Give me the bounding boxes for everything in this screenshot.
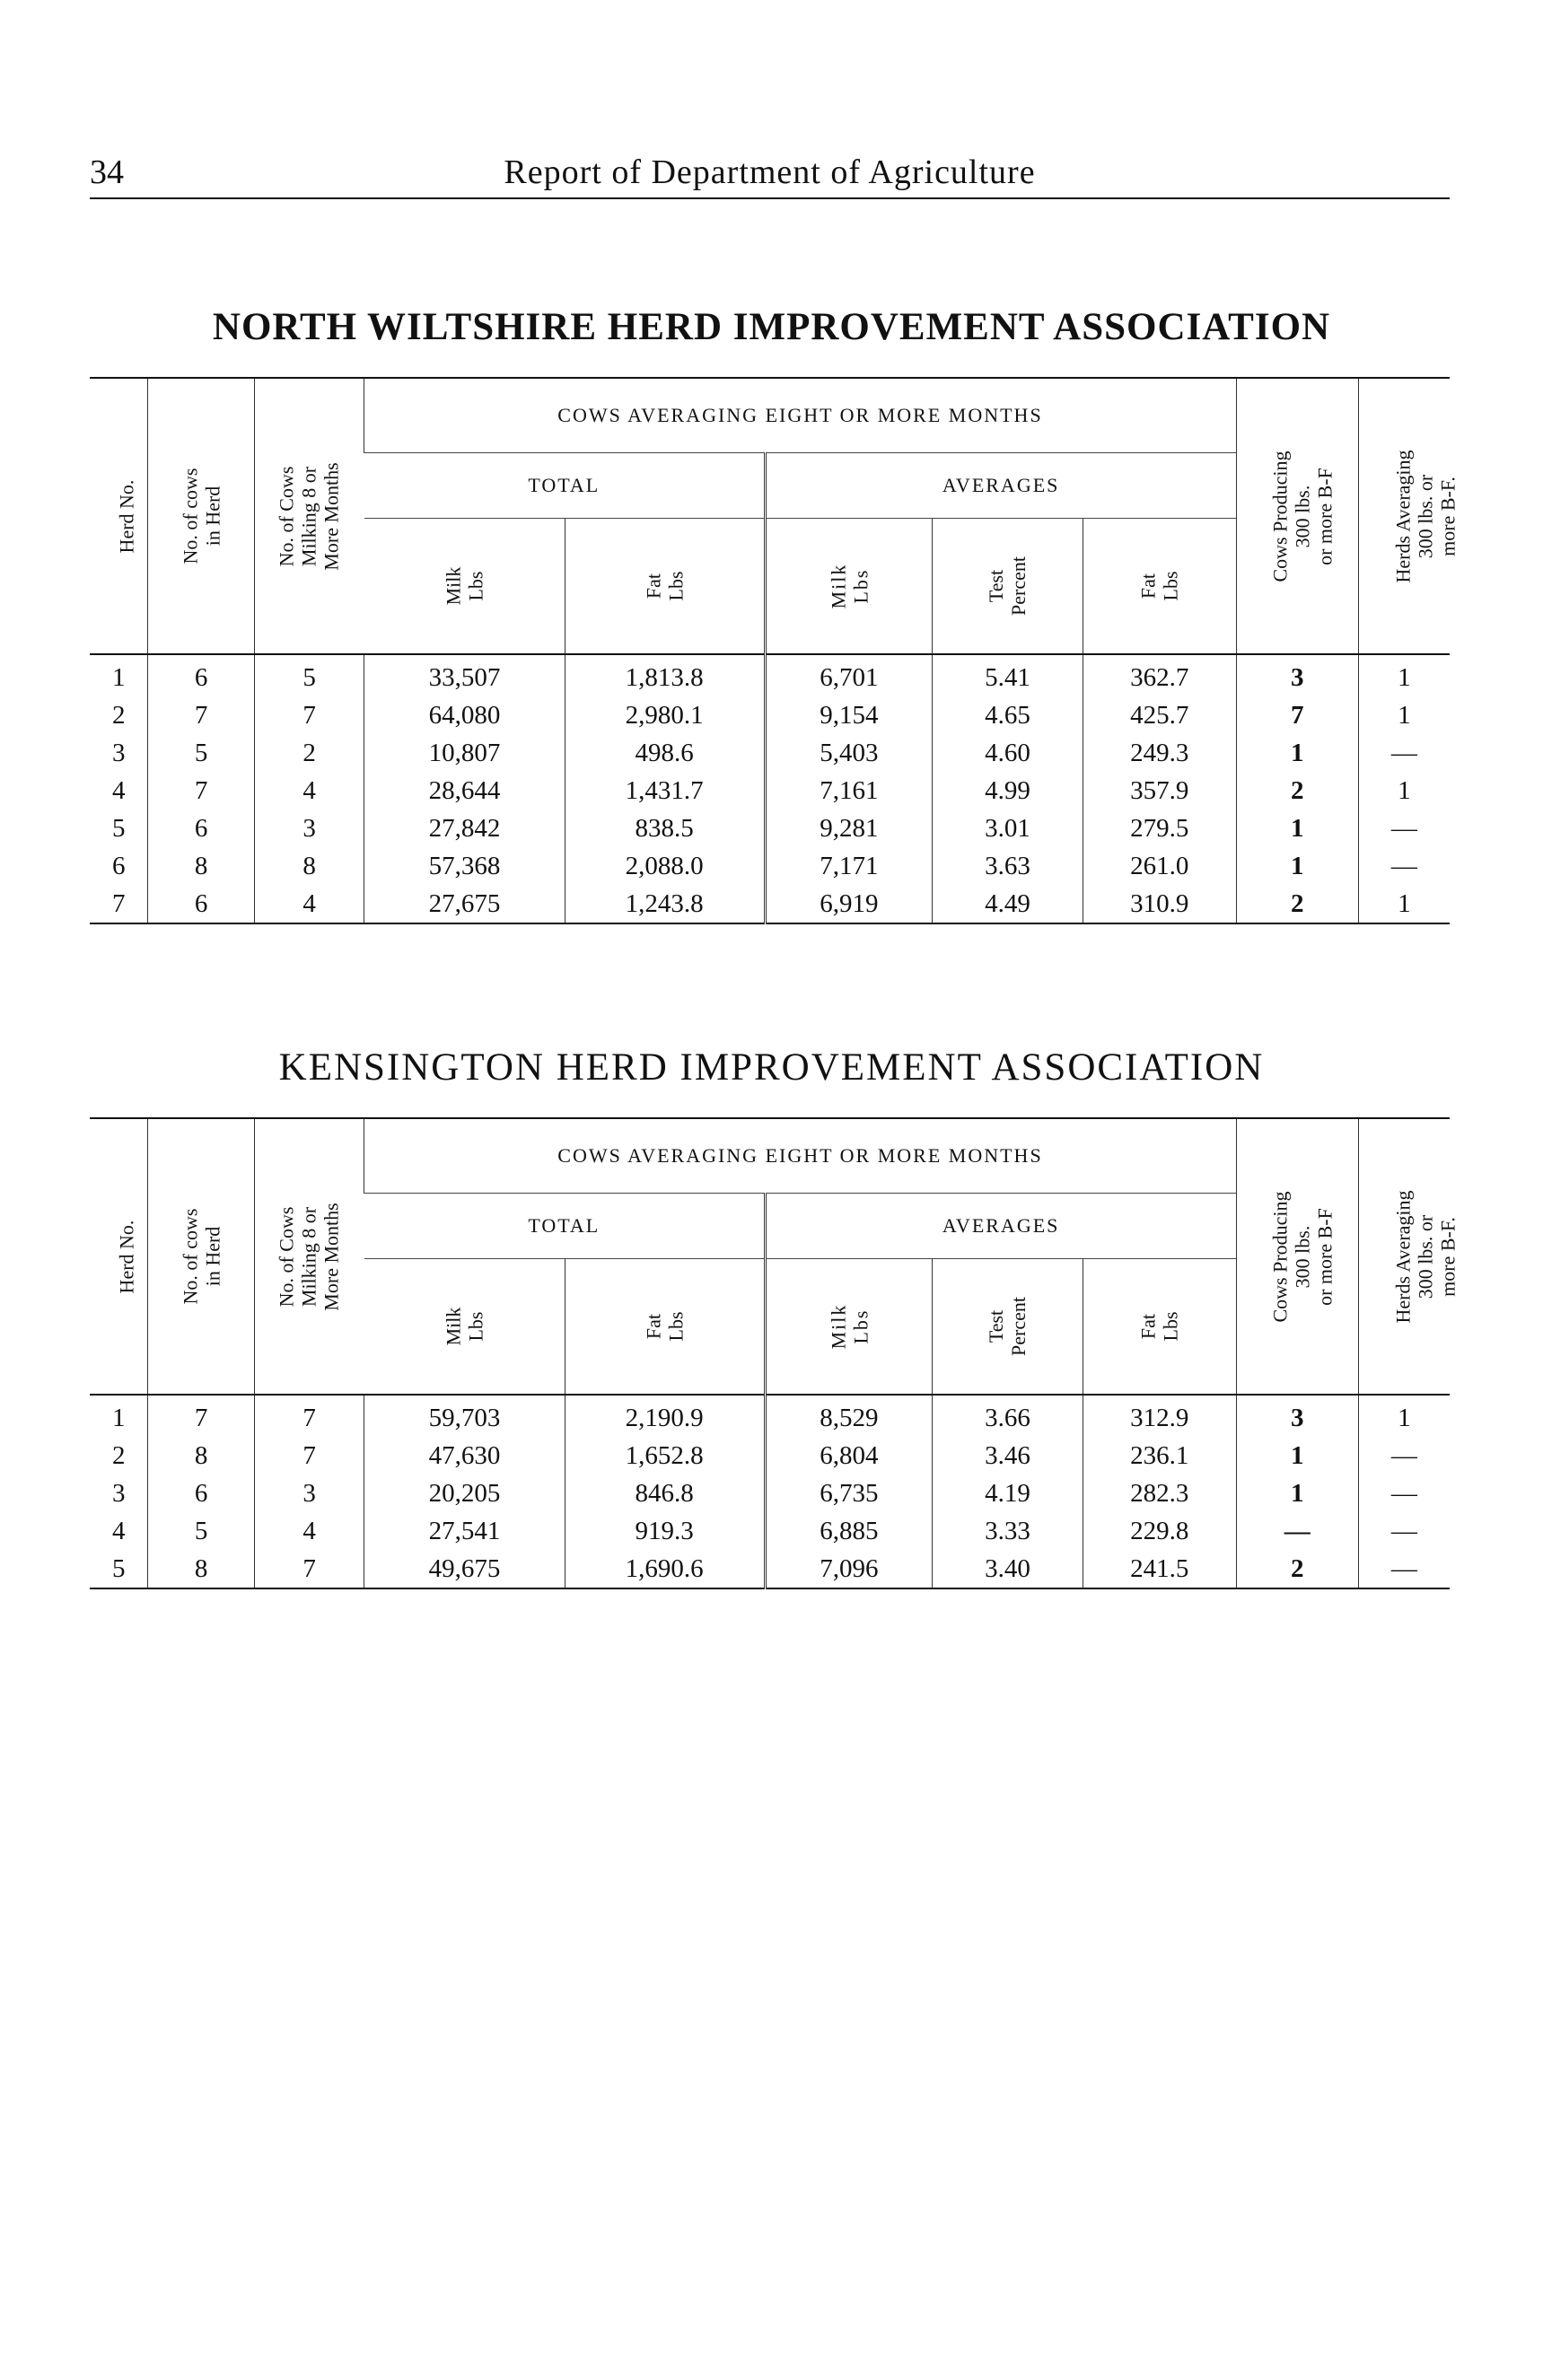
table-cell: — xyxy=(1358,1550,1450,1588)
column-header-cows-producing xyxy=(1236,378,1358,654)
table-cell: 2 xyxy=(111,1441,126,1470)
table-cell: 1 xyxy=(1236,734,1358,772)
table-cell: 2 xyxy=(111,701,126,730)
column-header-herds-averaging xyxy=(1358,1118,1460,1395)
column-header-line: Lbs xyxy=(848,568,872,604)
column-header-herd-no xyxy=(90,378,148,654)
table-cell: 279.5 xyxy=(1083,809,1236,847)
table-cell: 27,842 xyxy=(364,809,565,847)
table-cell: 8 xyxy=(148,1550,254,1588)
column-header-line: Milk xyxy=(826,563,849,608)
table-cell: 5 xyxy=(148,1512,254,1550)
table-cell: 1 xyxy=(1358,696,1450,734)
table-cell: 4.60 xyxy=(933,734,1083,772)
averages-header: AVERAGES xyxy=(765,453,1236,519)
table-cell: 7 xyxy=(148,1395,254,1437)
column-header-line: Test xyxy=(985,1309,1008,1343)
table-cell: 7 xyxy=(254,1395,364,1437)
table-cell: — xyxy=(1358,1512,1450,1550)
column-header-line: Milk xyxy=(442,566,465,606)
column-header-line: Lbs xyxy=(664,1311,688,1342)
column-header-line: in Herd xyxy=(201,1226,224,1287)
table-cell: 3.66 xyxy=(933,1395,1083,1437)
table-cell: 4.19 xyxy=(933,1474,1083,1512)
table-cell: 282.3 xyxy=(1083,1474,1236,1512)
column-header-line: Milk xyxy=(826,1303,849,1349)
table-cell: 3 xyxy=(1236,1395,1358,1437)
table-cell: 1 xyxy=(111,1404,126,1432)
group-header: COWS AVERAGING EIGHT OR MORE MONTHS xyxy=(364,1118,1236,1194)
table-cell: 6 xyxy=(148,809,254,847)
table-cell: 236.1 xyxy=(1083,1437,1236,1474)
table-cell: 6,735 xyxy=(765,1474,932,1512)
column-header-avg-test xyxy=(933,1259,1083,1396)
table-cell: — xyxy=(1358,1474,1450,1512)
table-cell: 241.5 xyxy=(1083,1550,1236,1588)
column-header-cows-milking xyxy=(254,378,364,654)
table-cell: 1,690.6 xyxy=(565,1550,765,1588)
table-cell: 357.9 xyxy=(1083,772,1236,809)
table-cell: 3.63 xyxy=(933,847,1083,885)
column-header-line: 300 lbs. or xyxy=(1414,1214,1437,1299)
table-cell: 1,652.8 xyxy=(565,1437,765,1474)
column-header-line: 300 lbs. xyxy=(1291,1225,1314,1288)
table-cell: 3.01 xyxy=(933,809,1083,847)
table-cell: 9,281 xyxy=(765,809,932,847)
table-cell: 229.8 xyxy=(1083,1512,1236,1550)
column-header-total-milk xyxy=(364,519,565,655)
table-row xyxy=(90,696,1450,734)
column-header-cows-in-herd xyxy=(148,1118,254,1395)
table-cell: 7,161 xyxy=(765,772,932,809)
column-header-total-milk xyxy=(364,1259,565,1396)
table-cell: 8 xyxy=(148,847,254,885)
column-header-line: Milk xyxy=(442,1307,465,1346)
table-cell: 4 xyxy=(254,1512,364,1550)
table-row xyxy=(90,1550,1450,1588)
table-cell: 7 xyxy=(254,696,364,734)
column-header-line: Percent xyxy=(1007,1297,1030,1356)
table-cell: 6 xyxy=(148,654,254,696)
table-cell: 5 xyxy=(111,814,126,843)
table-cell: 7,096 xyxy=(765,1550,932,1588)
column-header-cows-producing xyxy=(1236,1118,1358,1395)
column-header-line: Lbs xyxy=(1159,571,1182,601)
column-header-line: Test xyxy=(985,569,1008,603)
table-row xyxy=(90,1437,1450,1474)
column-header-line: more B-F. xyxy=(1436,476,1460,556)
table-cell: 20,205 xyxy=(364,1474,565,1512)
table-cell: 7 xyxy=(1236,696,1358,734)
table-cell: 57,368 xyxy=(364,847,565,885)
table-cell: 10,807 xyxy=(364,734,565,772)
column-header-line: or more B-F xyxy=(1313,1207,1337,1306)
table-cell: 6 xyxy=(148,1474,254,1512)
herd-table xyxy=(90,1117,1460,1589)
column-header-line: Fat xyxy=(1136,573,1160,599)
table-title: KENSINGTON HERD IMPROVEMENT ASSOCIATION xyxy=(278,1046,1265,1089)
column-header-line: Herds Averaging xyxy=(1391,449,1415,583)
column-header-herd-no xyxy=(90,1118,148,1395)
table-cell: 1 xyxy=(1236,1474,1358,1512)
running-title: Report of Department of Agriculture xyxy=(504,153,1036,191)
column-header-line: Cows Producing xyxy=(1268,1190,1292,1323)
table-cell: 249.3 xyxy=(1083,734,1236,772)
table-cell: 59,703 xyxy=(364,1395,565,1437)
table-cell: 4 xyxy=(254,885,364,923)
column-header-line: or more B-F xyxy=(1313,467,1337,565)
table-cell: 1 xyxy=(1358,654,1450,696)
table-cell: — xyxy=(1358,809,1450,847)
table-cell: 64,080 xyxy=(364,696,565,734)
table-cell: 2,088.0 xyxy=(565,847,765,885)
column-header-total-fat xyxy=(565,519,765,655)
table-cell: 28,644 xyxy=(364,772,565,809)
table-cell: 6,885 xyxy=(765,1512,932,1550)
table-cell: 4 xyxy=(111,1517,126,1545)
table-cell: 49,675 xyxy=(364,1550,565,1588)
table-cell: 27,541 xyxy=(364,1512,565,1550)
column-header-line: More Months xyxy=(320,1202,344,1311)
table-cell: 5.41 xyxy=(933,654,1083,696)
table-cell: 1 xyxy=(1236,847,1358,885)
column-header-line: Herd No. xyxy=(115,1220,138,1293)
table-cell: — xyxy=(1236,1512,1358,1550)
table-cell: 1 xyxy=(1358,772,1450,809)
table-cell: 7 xyxy=(148,772,254,809)
table-cell: 3 xyxy=(111,739,126,767)
table-cell: 5 xyxy=(254,654,364,696)
table-cell: 7 xyxy=(111,889,126,918)
column-header-total-fat xyxy=(565,1259,765,1396)
table-cell: 8,529 xyxy=(765,1395,932,1437)
table-cell: 8 xyxy=(254,847,364,885)
table-cell: 4.99 xyxy=(933,772,1083,809)
table-cell: — xyxy=(1358,1437,1450,1474)
table-row xyxy=(90,1474,1450,1512)
table-cell: 9,154 xyxy=(765,696,932,734)
table-cell: 7 xyxy=(254,1437,364,1474)
table-cell: 919.3 xyxy=(565,1512,765,1550)
table-cell: — xyxy=(1358,734,1450,772)
column-header-line: 300 lbs. or xyxy=(1414,474,1437,558)
column-header-line: Fat xyxy=(642,1313,665,1340)
table-cell: 1 xyxy=(1236,1437,1358,1474)
table-cell: 4 xyxy=(111,776,126,805)
table-row xyxy=(90,809,1450,847)
column-header-line: Lbs xyxy=(1159,1311,1182,1342)
table-cell: 498.6 xyxy=(565,734,765,772)
herd-table xyxy=(90,377,1460,924)
table-row xyxy=(90,772,1450,809)
table-cell: 312.9 xyxy=(1083,1395,1236,1437)
page-header xyxy=(90,153,1450,199)
column-header-line: Lbs xyxy=(848,1308,872,1344)
table-cell: 3.46 xyxy=(933,1437,1083,1474)
column-header-avg-fat xyxy=(1083,519,1236,655)
table-cell: 425.7 xyxy=(1083,696,1236,734)
table-cell: 1 xyxy=(1236,809,1358,847)
table-cell: 3.40 xyxy=(933,1550,1083,1588)
table-cell: 2 xyxy=(1236,1550,1358,1588)
table-cell: 1 xyxy=(1358,885,1450,923)
table-cell: 6 xyxy=(111,852,126,880)
table-cell: 7,171 xyxy=(765,847,932,885)
table-cell: 27,675 xyxy=(364,885,565,923)
table-cell: 3 xyxy=(111,1479,126,1508)
page-number: 34 xyxy=(90,153,124,191)
table-cell: 261.0 xyxy=(1083,847,1236,885)
column-header-line: No. of cows xyxy=(179,468,202,564)
table-cell: — xyxy=(1358,847,1450,885)
table-row xyxy=(90,1395,1450,1437)
table-cell: 2,190.9 xyxy=(565,1395,765,1437)
table-row xyxy=(90,654,1450,696)
column-header-line: Lbs xyxy=(664,571,688,601)
column-header-line: No. of cows xyxy=(179,1208,202,1305)
column-header-line: Fat xyxy=(642,573,665,599)
column-header-line: 300 lbs. xyxy=(1291,485,1314,547)
column-header-line: No. of Cows xyxy=(276,1206,299,1307)
table-cell: 838.5 xyxy=(565,809,765,847)
table-cell: 1,813.8 xyxy=(565,654,765,696)
table-cell: 8 xyxy=(148,1437,254,1474)
total-header: TOTAL xyxy=(364,1194,765,1259)
column-header-cows-in-herd xyxy=(148,378,254,654)
table-cell: 5 xyxy=(111,1554,126,1583)
column-header-line: Milking 8 or xyxy=(298,466,321,566)
table-cell: 3 xyxy=(1236,654,1358,696)
column-header-line: more B-F. xyxy=(1436,1216,1460,1297)
column-header-line: Lbs xyxy=(464,1311,487,1342)
table-cell: 6,919 xyxy=(765,885,932,923)
table-cell: 6 xyxy=(148,885,254,923)
group-header: COWS AVERAGING EIGHT OR MORE MONTHS xyxy=(364,378,1236,453)
column-header-line: Herd No. xyxy=(115,479,138,553)
column-header-avg-milk xyxy=(765,519,932,655)
table-cell: 5,403 xyxy=(765,734,932,772)
total-header: TOTAL xyxy=(364,453,765,519)
table-cell: 5 xyxy=(148,734,254,772)
table-cell: 3.33 xyxy=(933,1512,1083,1550)
table-cell: 846.8 xyxy=(565,1474,765,1512)
table-cell: 310.9 xyxy=(1083,885,1236,923)
table-cell: 362.7 xyxy=(1083,654,1236,696)
column-header-line: More Months xyxy=(320,461,344,571)
table-cell: 6,804 xyxy=(765,1437,932,1474)
table-cell: 2 xyxy=(1236,772,1358,809)
table-cell: 4 xyxy=(254,772,364,809)
column-header-line: Cows Producing xyxy=(1268,450,1292,582)
table-cell: 2 xyxy=(254,734,364,772)
column-header-herds-averaging xyxy=(1358,378,1460,654)
table-cell: 1 xyxy=(1358,1395,1450,1437)
table-cell: 4.49 xyxy=(933,885,1083,923)
table-cell: 1,243.8 xyxy=(565,885,765,923)
table-row xyxy=(90,847,1450,885)
averages-header: AVERAGES xyxy=(765,1194,1236,1259)
table-cell: 7 xyxy=(148,696,254,734)
table-cell: 7 xyxy=(254,1550,364,1588)
table-cell: 4.65 xyxy=(933,696,1083,734)
table-title: NORTH WILTSHIRE HERD IMPROVEMENT ASSOCIATION xyxy=(212,306,1331,348)
column-header-line: in Herd xyxy=(201,486,224,547)
column-header-avg-milk xyxy=(765,1259,932,1396)
table-cell: 47,630 xyxy=(364,1437,565,1474)
table-cell: 1,431.7 xyxy=(565,772,765,809)
column-header-line: Milking 8 or xyxy=(298,1206,321,1307)
table-row xyxy=(90,885,1450,923)
column-header-line: Lbs xyxy=(464,571,487,601)
column-header-cows-milking xyxy=(254,1118,364,1395)
table-cell: 2,980.1 xyxy=(565,696,765,734)
table-cell: 2 xyxy=(1236,885,1358,923)
column-header-line: Herds Averaging xyxy=(1391,1189,1415,1324)
column-header-line: Fat xyxy=(1136,1313,1160,1340)
table-cell: 3 xyxy=(254,809,364,847)
column-header-line: Percent xyxy=(1007,556,1030,616)
column-header-avg-test xyxy=(933,519,1083,655)
table-row xyxy=(90,1512,1450,1550)
table-cell: 3 xyxy=(254,1474,364,1512)
table-cell: 33,507 xyxy=(364,654,565,696)
table-cell: 6,701 xyxy=(765,654,932,696)
column-header-avg-fat xyxy=(1083,1259,1236,1396)
column-header-line: No. of Cows xyxy=(276,466,299,566)
table-cell: 1 xyxy=(111,663,126,692)
table-row xyxy=(90,734,1450,772)
